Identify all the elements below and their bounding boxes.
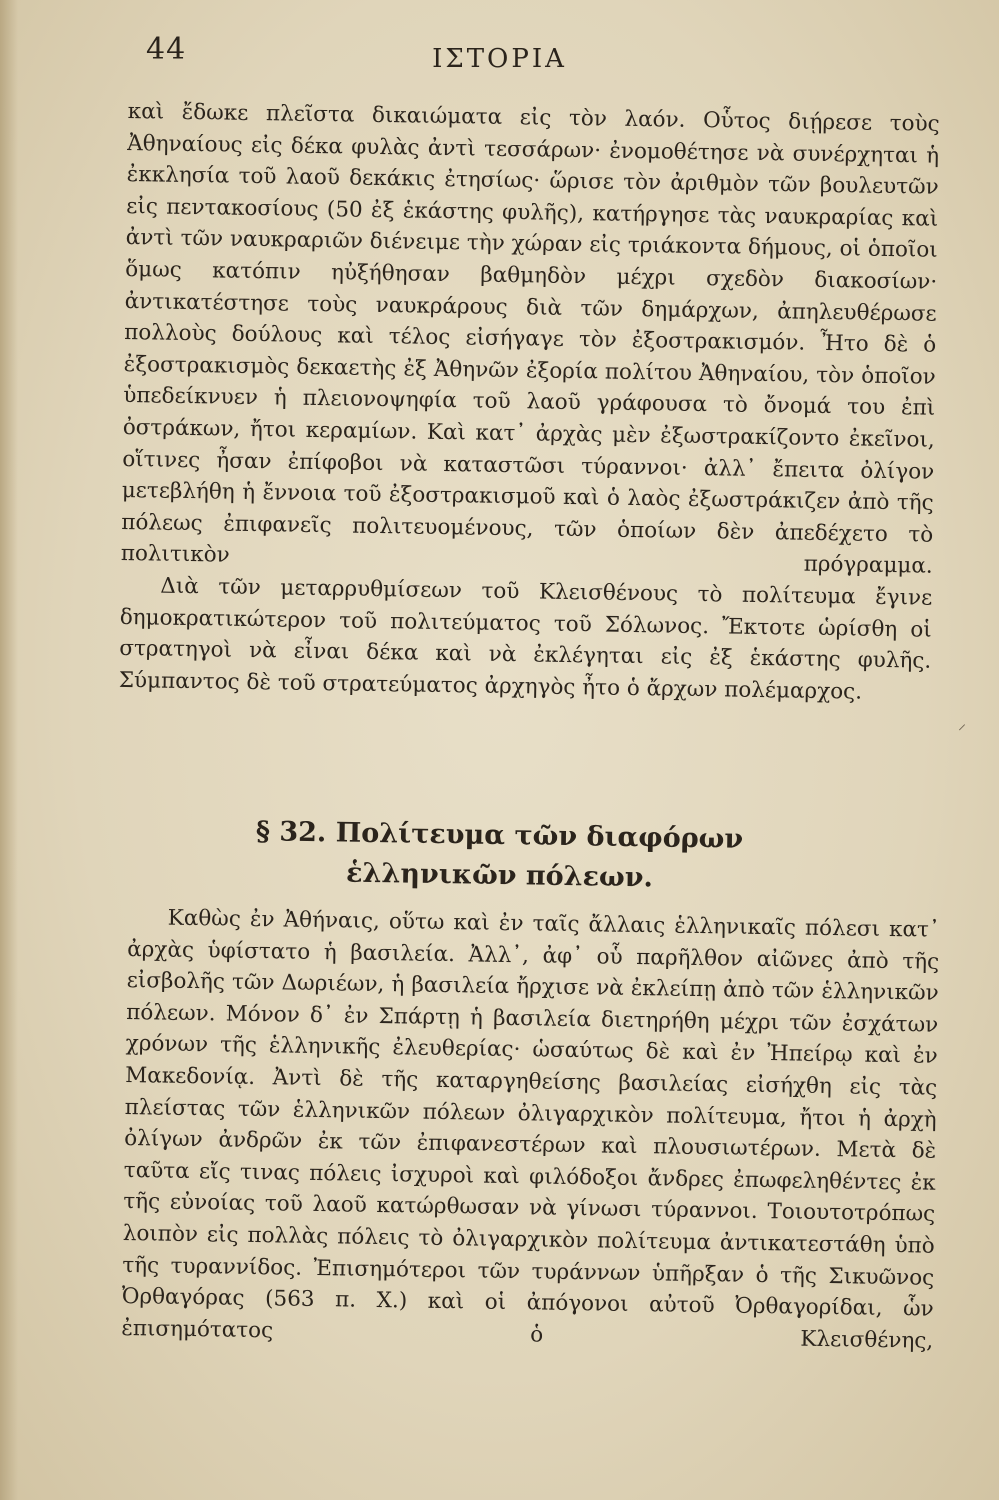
page-number: 44 xyxy=(146,32,187,67)
section-heading-line-2: ἑλληνικῶν πόλεων. xyxy=(345,857,654,894)
text-block-upper xyxy=(119,96,940,709)
section-heading-line-1: § 32. Πολίτευμα τῶν διαφόρων xyxy=(255,816,744,855)
text-block-lower xyxy=(121,902,940,1357)
running-title: ΙΣΤΟΡΙΑ xyxy=(432,44,567,74)
page-edge-shadow xyxy=(0,0,18,1500)
paragraph-3: Καθὼς ἐν Ἀθήναις, οὕτω καὶ ἐν ταῖς ἄλλαις ἑλληνικαῖς πόλεσι κατ᾽ ἀρχὰς ὑφίστατο ἡ βασιλεία. Ἀλλ᾽, ἀφ᾽ οὗ παρῆλθον αἰῶνες ἀπὸ τῆς εἰσβολῆς τῶν Δωριέων, ἡ βασιλεία ἤρχισε νὰ ἐκλείπῃ ἀπὸ τῶν ἑλληνικῶν πόλεων. Μόνον δ᾽ ἐν Σπάρτῃ ἡ βασιλεία διετηρήθη μέχρι τῶν ἐσχάτων χρόνων τῆς ἑλληνικῆς ἐλευθερίας· ὡσαύτως δὲ καὶ ἐν Ἠπείρῳ καὶ ἐν Μακεδονίᾳ. Ἀντὶ δὲ τῆς καταργηθείσης βασιλείας εἰσήχθη εἰς τὰς πλείστας τῶν ἑλληνικῶν πόλεων ὀλιγαρχικὸν πολίτευμα, ἤτοι ἡ ἀρχὴ ὀλίγων ἀνδρῶν ἐκ τῶν ἐπιφανεστέρων καὶ πλουσιωτέρων. Μετὰ δὲ ταῦτα εἴς τινας πόλεις ἰσχυροὶ καὶ φιλόδοξοι ἄνδρες ἐπωφεληθέντες ἐκ τῆς εὐνοίας τοῦ λαοῦ κατώρθωσαν νὰ γίνωσι τύραννοι. Τοιουτοτρόπως λοιπὸν εἰς πολλὰς πόλεις τὸ ὀλιγαρχικὸν πολίτευμα ἀντικατεστάθη ὑπὸ τῆς τυραννίδος. Ἐπισημότεροι τῶν τυράννων ὑπῆρξαν ὁ τῆς Σικυῶνος Ὀρθαγόρας (563 π. Χ.) καὶ οἱ ἀπόγονοι αὐτοῦ Ὀρθαγορίδαι, ὧν ἐπισημότατος ὁ Κλεισθένης, xyxy=(121,905,940,1354)
paragraph-2: Διὰ τῶν μεταρρυθμίσεων τοῦ Κλεισθένους τὸ πολίτευμα ἔγινε δημοκρατικώτερον τοῦ πολιτεύματος τοῦ Σόλωνος. Ἔκτοτε ὡρίσθη οἱ στρατηγοὶ νὰ εἶναι δέκα καὶ νὰ ἐκλέγηται εἰς ἐξ ἑκάστης φυλῆς. Σύμπαντος δὲ τοῦ στρατεύματος ἀρχηγὸς ἦτο ὁ ἄρχων πολέμαρχος. xyxy=(118,573,933,705)
margin-pencil-mark: ⸝ xyxy=(958,714,967,733)
paragraph-1: καὶ ἔδωκε πλεῖστα δικαιώματα εἰς τὸν λαόν. Οὗτος διῄρεσε τοὺς Ἀθηναίους εἰς δέκα φυλὰς ἀντὶ τεσσάρων· ἐνομοθέτησε νὰ συνέρχηται ἡ ἐκκλησία τοῦ λαοῦ δεκάκις ἐτησίως· ὥρισε τὸν ἀριθμὸν τῶν βουλευτῶν εἰς πεντακοσίους (50 ἐξ ἑκάστης φυλῆς), κατήργησε τὰς ναυκραρίας καὶ ἀντὶ τῶν ναυκραριῶν διένειμε τὴν χώραν εἰς τριάκοντα δήμους, οἱ ὁποῖοι ὅμως κατόπιν ηὐξήθησαν βαθμηδὸν μέχρι σχεδὸν διακοσίων· ἀντικατέστησε τοὺς ναυκράρους διὰ τῶν δημάρχων, ἀπηλευθέρωσε πολλοὺς δούλους καὶ τέλος εἰσήγαγε τὸν ἐξοστρακισμόν. Ἦτο δὲ ὁ ἐξοστρακισμὸς δεκαετὴς ἐξ Ἀθηνῶν ἐξορία πολίτου Ἀθηναίου, τὸν ὁποῖον ὑπεδείκνυεν ἡ πλειονοψηφία τοῦ λαοῦ γράφουσα τὸ ὄνομά του ἐπὶ ὀστράκων, ἤτοι κεραμίων. Καὶ κατ᾽ ἀρχὰς μὲν ἐξωστρακίζοντο ἐκεῖνοι, οἵτινες ἦσαν ἐπίφοβοι νὰ καταστῶσι τύραννοι· ἀλλ᾽ ἔπειτα ὀλίγον μετεβλήθη ἡ ἔννοια τοῦ ἐξοστρακισμοῦ καὶ ὁ λαὸς ἐξωστράκιζεν ἀπὸ τῆς πόλεως ἐπιφανεῖς πολιτευομένους, τῶν ὁποίων δὲν ἀπεδέχετο τὸ πολιτικὸν πρόγραμμα. xyxy=(120,98,940,580)
